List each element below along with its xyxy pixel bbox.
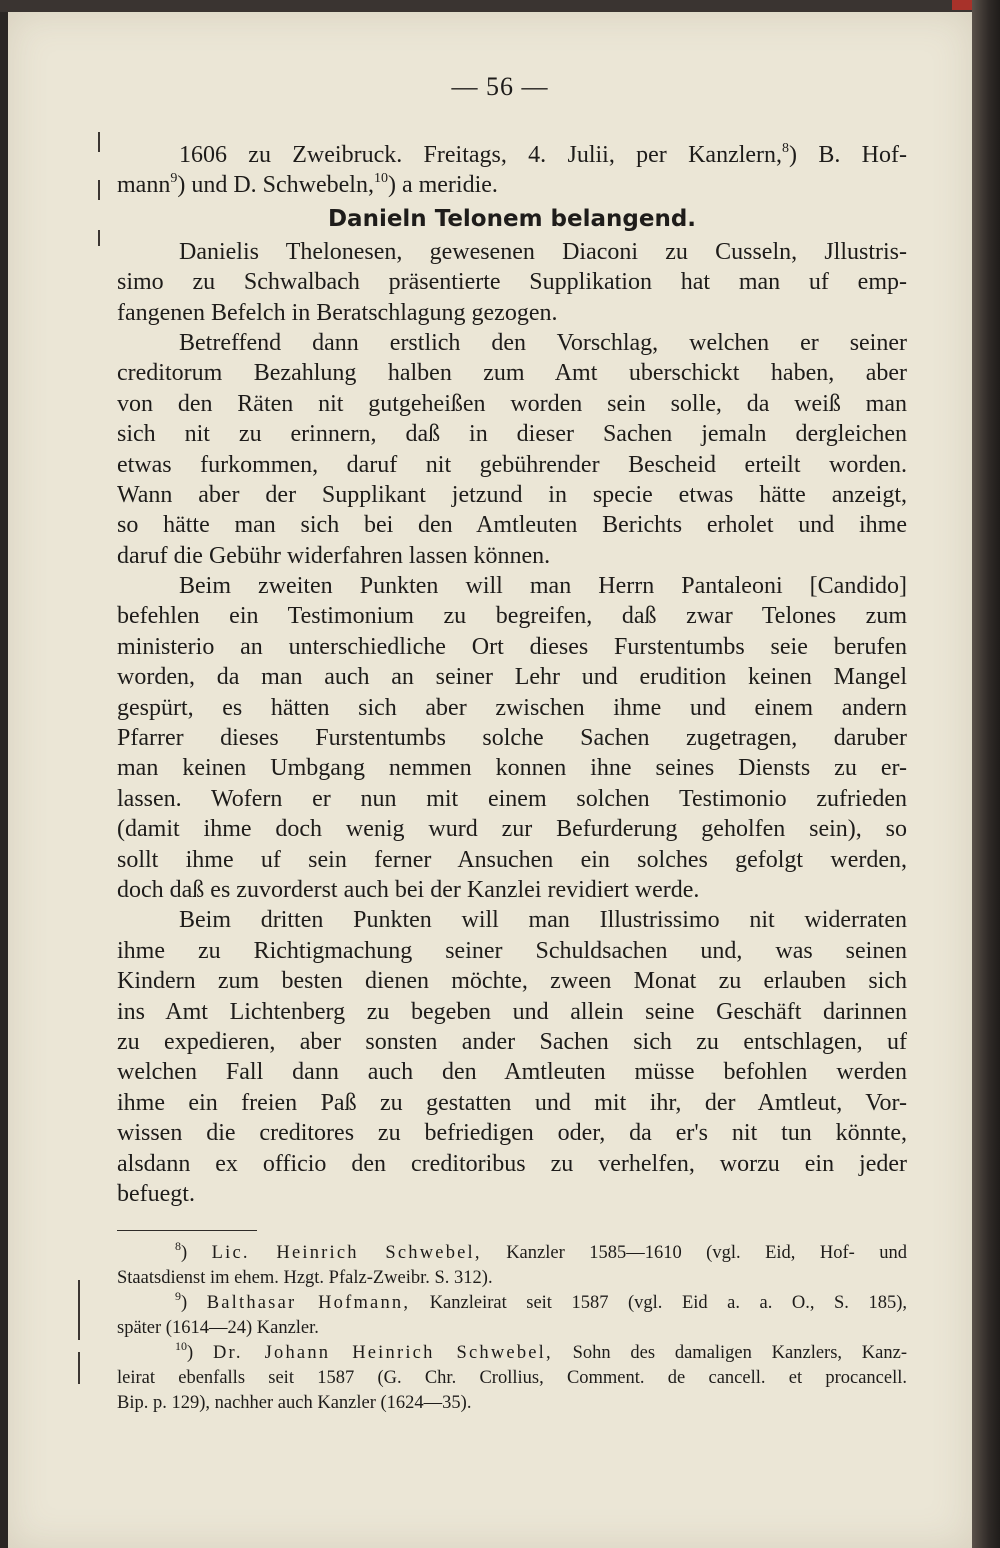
text-line: so hätte man sich bei den Amtleuten Berichts erholet und ihme	[117, 512, 907, 539]
text-line: daruf die Gebühr widerfahren lassen können.	[117, 542, 551, 569]
text-line: ins Amt Lichtenberg zu begeben und allein seine Geschäft darinnen	[117, 998, 907, 1025]
footnote-number: 9	[175, 1289, 181, 1303]
text-line: Beim dritten Punkten will man Illustrissimo nit widerraten	[179, 907, 907, 934]
footnote-text: Kanzleirat seit 1587 (vgl. Eid a. a. O., S. 185),	[410, 1293, 907, 1313]
text-line: etwas furkommen, daruf nit gebührender Bescheid erteilt worden.	[117, 451, 907, 478]
margin-bar-mark	[98, 132, 100, 152]
footnote-number: 8	[175, 1239, 181, 1253]
text-line: creditorum Bezahlung halben zum Amt uberschickt haben, aber	[117, 360, 907, 387]
margin-bar-mark	[98, 180, 100, 200]
footnote-person: Lic. Heinrich Schwebel,	[211, 1243, 482, 1263]
main-text	[117, 140, 907, 1209]
footnote-10-line-2: leirat ebenfalls seit 1587 (G. Chr. Crollius, Comment. de cancell. et procancell.	[117, 1368, 907, 1388]
footnote-9-line-2: später (1614—24) Kanzler.	[117, 1318, 319, 1338]
text-line: doch daß es zuvorderst auch bei der Kanzlei revidiert werde.	[117, 876, 700, 903]
footnote-10: $^{10}$) Dr. Johann Heinrich Schwebel, Sohn des damaligen Kanzlers, Kanz-	[175, 1339, 907, 1363]
text-line: man keinen Umbgang nemmen konnen ihne seines Diensts zu er-	[117, 755, 907, 782]
footnote-text: Sohn des damaligen Kanzlers, Kanz-	[552, 1343, 907, 1363]
footnote-8: $^8$) Lic. Heinrich Schwebel, Kanzler 1585—1610 (vgl. Eid, Hof- und	[175, 1239, 908, 1263]
text-line: fangenen Befelch in Beratschlagung gezogen.	[117, 299, 558, 326]
text-fragment: 1606 zu Zweibruck. Freitags, 4. Julii, per Kanzlern,	[179, 142, 783, 168]
margin-bar-mark	[98, 230, 100, 246]
text-line: von den Räten nit gutgeheißen worden sein solle, da weiß man	[117, 390, 907, 417]
text-line: wissen die creditores zu befriedigen oder, da er's nit tun könnte,	[117, 1120, 907, 1147]
footnote-ref: 8	[782, 141, 790, 156]
text-line	[117, 140, 907, 170]
footnote-separator	[117, 1230, 257, 1231]
footnotes	[117, 1241, 907, 1416]
footnote-number: 10	[175, 1339, 187, 1353]
text-line: befehlen ein Testimonium zu begreifen, daß zwar Telones zum	[117, 603, 907, 630]
text-line: ihme ein freien Paß zu gestatten und mit ihr, der Amtleut, Vor-	[117, 1089, 907, 1116]
section-heading: Danieln Telonem belangend.	[327, 205, 697, 232]
margin-bar-mark	[78, 1280, 80, 1340]
text-line: Pfarrer dieses Furstentumbs solche Sachen zugetragen, daruber	[117, 725, 907, 752]
text-line: Wann aber der Supplikant jetzund in specie etwas hätte anzeigt,	[117, 481, 907, 508]
footnote-ref: 9	[170, 171, 178, 187]
text-line: alsdann ex officio den creditoribus zu verhelfen, worzu ein jeder	[117, 1150, 907, 1177]
text-line: Kindern zum besten dienen möchte, zween Monat zu erlauben sich	[117, 968, 907, 995]
text-fragment: ) a meridie.	[387, 172, 498, 199]
footnote-text: Kanzler 1585—1610 (vgl. Eid, Hof- und	[481, 1243, 908, 1263]
footnote-person: Dr. Johann Heinrich Schwebel,	[212, 1343, 553, 1363]
footnote-9: $^9$) Balthasar Hofmann, Kanzleirat seit 1587 (vgl. Eid a. a. O., S. 185),	[175, 1289, 907, 1313]
text-line: zu expedieren, aber sonsten ander Sachen sich zu entschlagen, uf	[117, 1028, 907, 1055]
margin-bar-mark	[78, 1352, 80, 1384]
text-line: sich nit zu erinnern, daß in dieser Sachen jemaln dergleichen	[117, 421, 907, 448]
footnote-8-line-2: Staatsdienst im ehem. Hzgt. Pfalz-Zweibr. S. 312).	[117, 1268, 493, 1288]
footnote-person: Balthasar Hofmann,	[206, 1293, 411, 1313]
text-fragment: ) B. Hof-	[789, 142, 907, 168]
text-fragment: ) und D. Schwebeln,	[177, 172, 374, 199]
text-line: befuegt.	[117, 1180, 195, 1207]
text-fragment: mann	[117, 172, 171, 199]
text-line: welchen Fall dann auch den Amtleuten müsse befohlen werden	[117, 1059, 907, 1086]
text-line: gespürt, es hätten sich aber zwischen ihme und einem andern	[117, 694, 907, 721]
scan-top-edge	[0, 0, 1000, 12]
text-line: lassen. Wofern er nun mit einem solchen Testimonio zufrieden	[117, 785, 907, 812]
text-line	[117, 170, 907, 200]
text-line: simo zu Schwalbach präsentierte Supplikation hat man uf emp-	[117, 269, 907, 296]
text-line: ihme zu Richtigmachung seiner Schuldsachen und, was seinen	[117, 937, 907, 964]
text-line: Danielis Thelonesen, gewesenen Diaconi zu Cusseln, Jllustris-	[179, 238, 907, 265]
text-line: (damit ihme doch wenig wurd zur Befurderung geholfen sein), so	[117, 816, 907, 843]
text-line: Betreffend dann erstlich den Vorschlag, welchen er seiner	[179, 329, 907, 356]
book-spine-edge	[972, 0, 1000, 1548]
footnote-10-line-3: Bip. p. 129), nachher auch Kanzler (1624—35).	[117, 1393, 472, 1413]
footnote-ref: 10	[373, 171, 388, 187]
text-line: ministerio an unterschiedliche Ort dieses Furstentumbs seie berufen	[117, 633, 907, 660]
text-line: worden, da man auch an seiner Lehr und erudition keinen Mangel	[117, 664, 907, 691]
text-line: sollt ihme uf sein ferner Ansuchen ein solches gefolgt werden,	[117, 846, 907, 873]
text-line: Beim zweiten Punkten will man Herrn Pantaleoni [Candido]	[179, 573, 907, 600]
page-number: — 56 —	[451, 72, 549, 101]
